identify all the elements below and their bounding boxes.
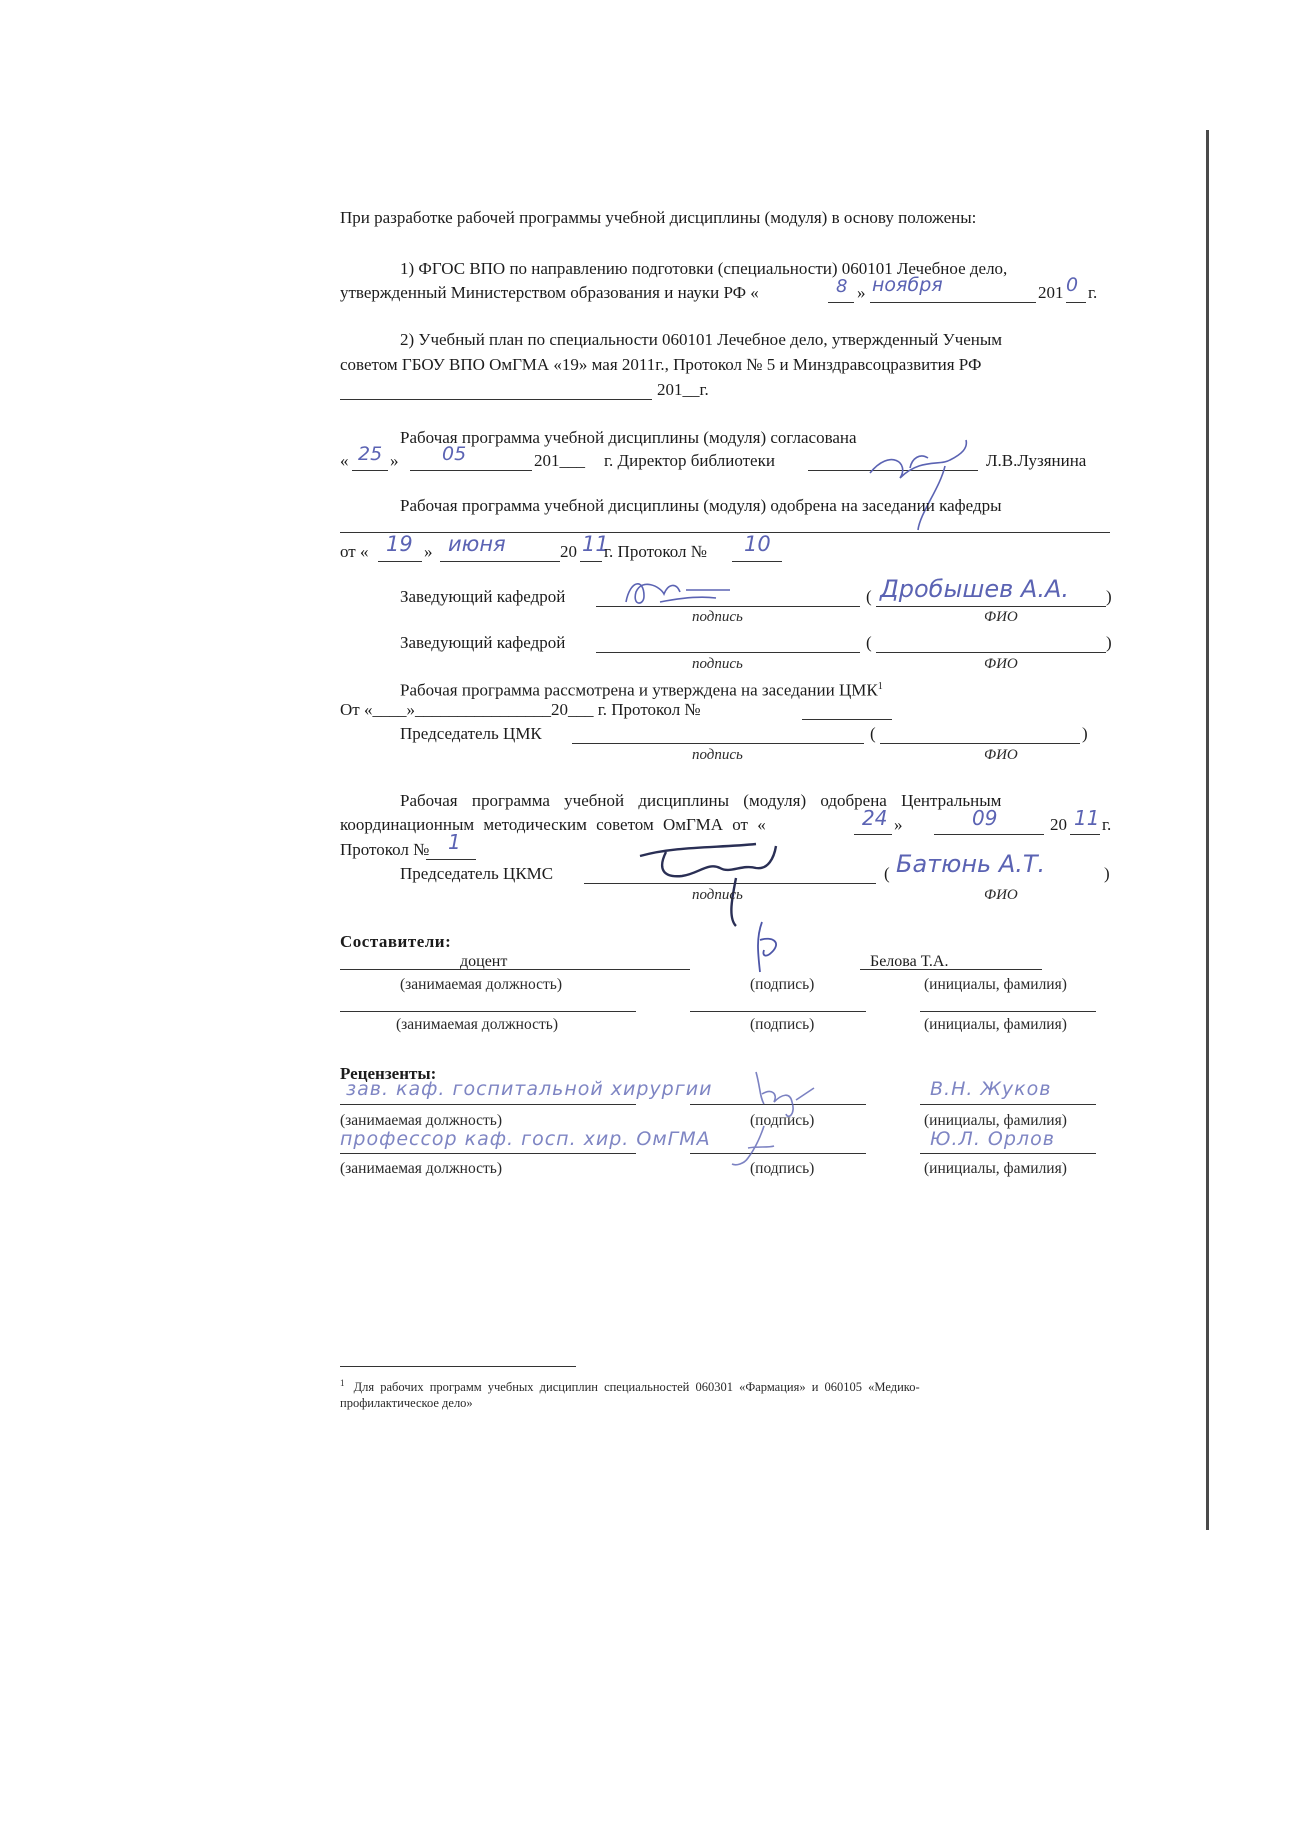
item2-line2: советом ГБОУ ВПО ОмГМА «19» мая 2011г., Протокол № 5 и Минздравсоцразвития РФ: [340, 355, 982, 374]
department-title: Рабочая программа учебной дисциплины (модуля) одобрена на заседании кафедры: [400, 496, 1002, 515]
authors-title: Составители:: [340, 932, 452, 951]
reviewer2-name: Ю.Л. Орлов: [930, 1128, 1055, 1150]
department-head-signature: [620, 572, 770, 612]
cmk-title: Рабочая программа рассмотрена и утверждена на заседании ЦМК$^1$: [400, 680, 883, 700]
library-hand-month: 05: [442, 443, 467, 465]
department-head-label: Заведующий кафедрой: [400, 587, 566, 606]
ckms-chair-label: Председатель ЦКМС: [400, 864, 554, 883]
department-head-name: Дробышев А.А.: [880, 575, 1070, 603]
ckms-chair-name: Батюнь А.Т.: [896, 850, 1046, 878]
library-hand-day: 25: [358, 443, 383, 465]
department-hand-month: июня: [448, 532, 506, 556]
footnote-line2: профилактическое дело»: [340, 1396, 473, 1410]
author-position: доцент: [460, 953, 508, 970]
item1-line1: 1) ФГОС ВПО по направлению подготовки (специальности) 060101 Лечебное дело,: [400, 259, 1008, 278]
footnote-separator: [340, 1366, 576, 1367]
scan-edge-line: [1206, 130, 1209, 1530]
library-title: Рабочая программа учебной дисциплины (модуля) согласована: [400, 428, 857, 447]
ckms-hand-month: 09: [972, 806, 998, 830]
ckms-line1: Рабочая программа учебной дисциплины (модуля) одобрена Центральным: [400, 791, 1002, 810]
reviewer1-name: В.Н. Жуков: [930, 1078, 1052, 1100]
ckms-protocol: Протокол №: [340, 840, 430, 859]
item2-line3: 201__г.: [657, 380, 709, 399]
ckms-line2: координационным методическим советом ОмГМА от «: [340, 815, 766, 834]
department-hand-protocol: 10: [744, 532, 771, 556]
intro-text: При разработке рабочей программы учебной дисциплины (модуля) в основу положены:: [340, 208, 977, 227]
department-hand-day: 19: [386, 532, 413, 556]
author-name: Белова Т.А.: [870, 953, 949, 970]
ckms-chair-signature: [636, 838, 786, 930]
reviewer2-position: профессор каф. госп. хир. ОмГМА: [340, 1128, 711, 1150]
library-director-name: Л.В.Лузянина: [986, 451, 1087, 470]
item1-line2: утвержденный Министерством образования и науки РФ «: [340, 283, 759, 302]
reviewer1-position: зав. каф. госпитальной хирургии: [346, 1078, 713, 1100]
item1-hand-month: ноября: [872, 274, 943, 296]
department-head2-label: Заведующий кафедрой: [400, 633, 566, 652]
cmk-chair-label: Председатель ЦМК: [400, 724, 542, 743]
item1-hand-day: 8: [836, 276, 848, 297]
footnote-line1: $^1$ Для рабочих программ учебных дисциплин специальностей 060301 «Фармация» и 060105 «Медико-: [340, 1378, 920, 1395]
author-signature: [742, 918, 802, 976]
item2-line1: 2) Учебный план по специальности 060101 Лечебное дело, утвержденный Ученым: [400, 330, 1003, 349]
ckms-hand-day: 24: [862, 806, 888, 830]
cmk-date-line: От «____»________________20___ г. Протокол №: [340, 700, 701, 719]
reviewers-title: Рецензенты:: [340, 1064, 437, 1083]
